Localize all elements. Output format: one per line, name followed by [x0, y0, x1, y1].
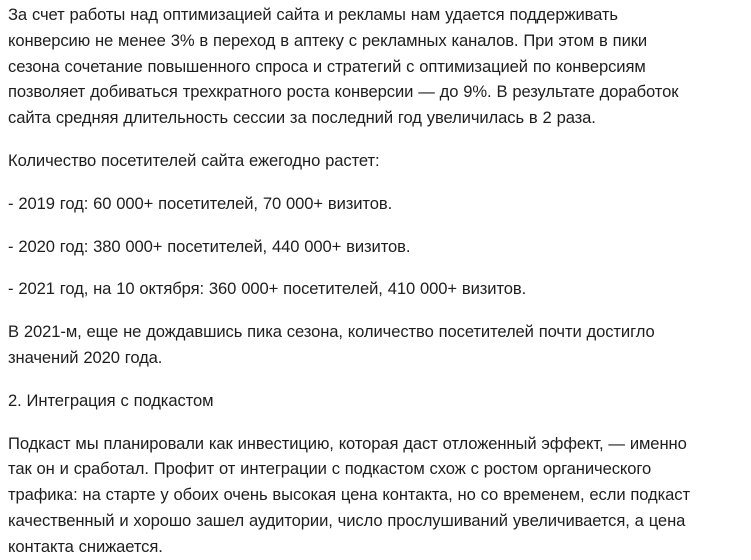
paragraph-podcast — [8, 431, 748, 560]
text-line: сезона сочетание повышенного спроса и стратегий с оптимизацией по конверсиям — [8, 56, 646, 76]
list-item-2021 — [8, 276, 748, 302]
text-line: За счет работы над оптимизацией сайта и рекламы нам удается поддерживать — [8, 5, 618, 24]
text-line: конверсию не менее 3% в переход в аптеку с рекламных каналов. При этом в пики — [8, 30, 648, 50]
text-line: сайта средняя длительность сессии за последний год увеличилась в 2 раза. — [8, 108, 596, 128]
text-line: значений 2020 года. — [8, 347, 163, 367]
text-line: позволяет добиваться трехкратного роста конверсии — до 9%. В результате доработок — [8, 82, 679, 102]
text-line: трафика: на старте у обоих очень высокая цена контакта, но со временем, если подкаст — [8, 485, 690, 505]
paragraph-conversion — [8, 2, 748, 131]
text-line: качественный и хорошо зашел аудитории, число прослушиваний увеличивается, а цена — [8, 510, 686, 530]
text-line: Количество посетителей сайта ежегодно растет: — [8, 150, 380, 170]
paragraph-visitors-intro — [8, 148, 748, 174]
text-line: Подкаст мы планировали как инвестицию, которая даст отложенный эффект, — именно — [8, 433, 687, 453]
text-line: 2. Интеграция с подкастом — [8, 390, 214, 410]
text-line: так он и сработал. Профит от интеграции с подкастом схож с ростом органического — [8, 459, 652, 479]
text-line: - 2020 год: 380 000+ посетителей, 440 000+ визитов. — [8, 236, 411, 256]
list-item-2020 — [8, 234, 748, 260]
paragraph-2021-summary — [8, 319, 748, 371]
text-line: В 2021-м, еще не дождавшись пика сезона, количество посетителей почти достигло — [8, 322, 655, 342]
text-line: - 2021 год, на 10 октября: 360 000+ посетителей, 410 000+ визитов. — [8, 279, 527, 299]
text-line: - 2019 год: 60 000+ посетителей, 70 000+ визитов. — [8, 193, 393, 213]
section-heading-podcast — [8, 388, 748, 414]
list-item-2019 — [8, 191, 748, 217]
text-line: контакта снижается. — [8, 536, 163, 556]
